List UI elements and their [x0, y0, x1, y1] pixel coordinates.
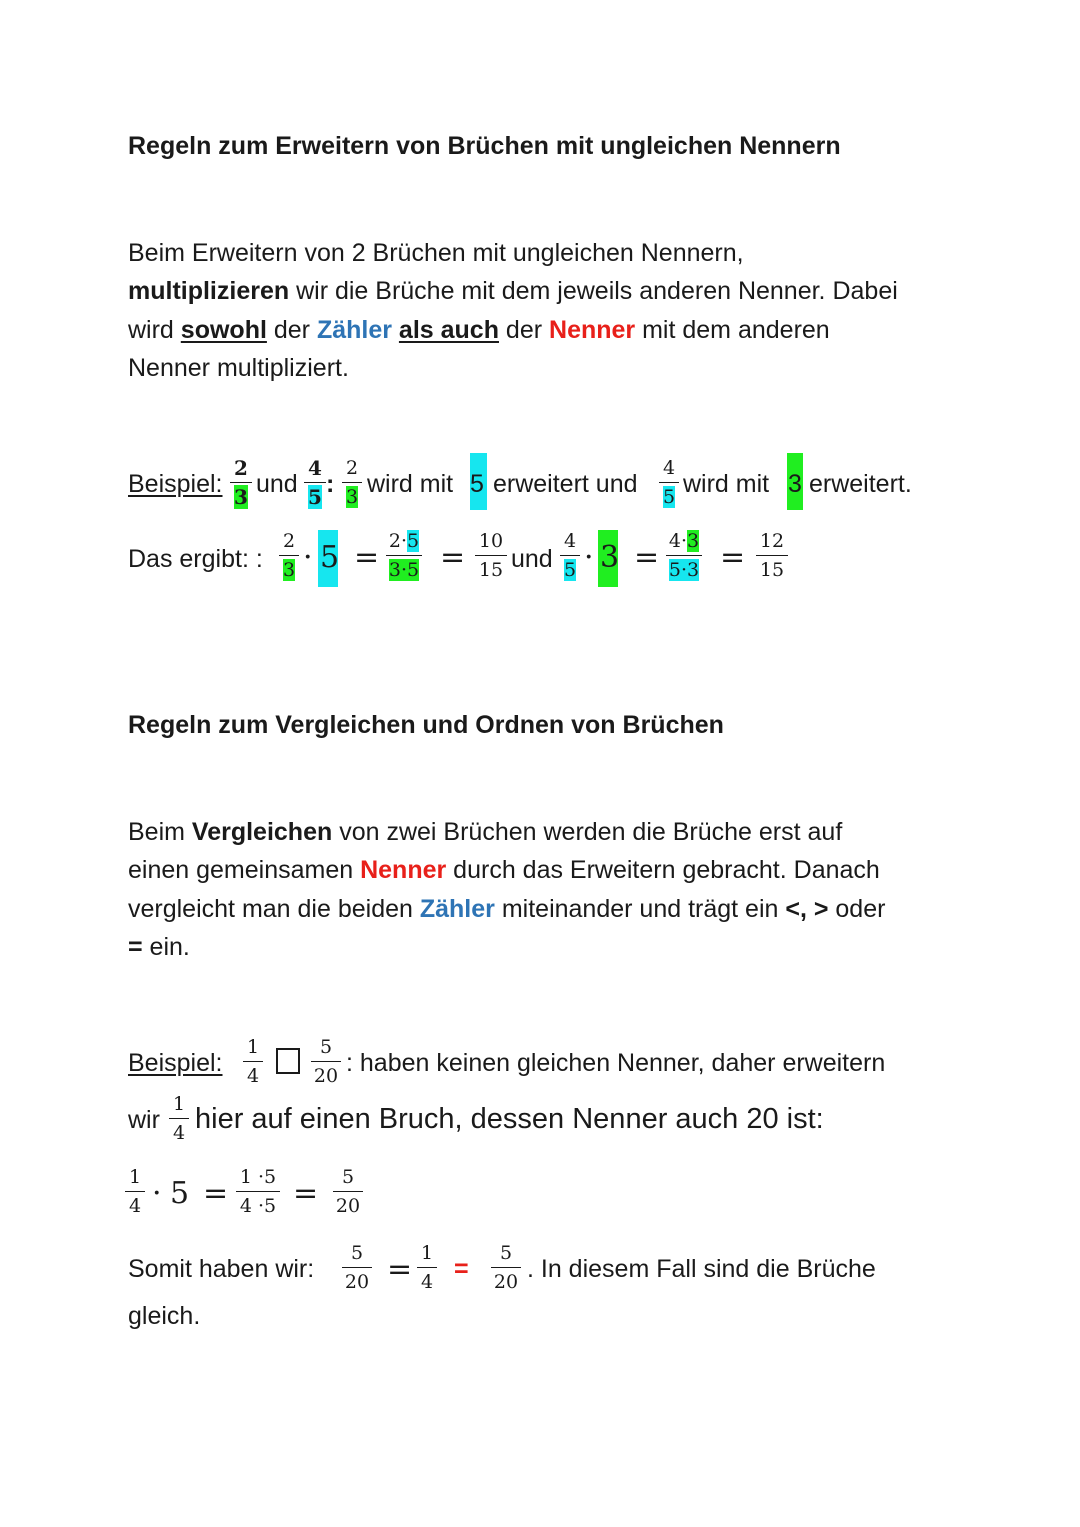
multiply-dot: ·: [152, 1176, 162, 1211]
text: ein.: [142, 933, 190, 961]
factor-5: 5: [170, 1176, 190, 1211]
text: durch das Erweitern gebracht. Danach: [446, 856, 880, 884]
fraction-4-5: [304, 457, 326, 508]
paragraph-line: Nenner multipliziert.: [128, 354, 349, 382]
text: wir die Brüche mit dem jeweils anderen Nenner. Dabei: [289, 277, 898, 305]
fraction-bar: [230, 482, 252, 483]
text: Somit haben wir:: [128, 1255, 315, 1283]
fraction-bar: [666, 555, 702, 556]
numerator: 2: [234, 456, 248, 480]
fraction-bar: [560, 555, 580, 556]
fraction-5-20: [342, 1242, 372, 1293]
numerator: 12: [759, 530, 785, 552]
fraction-bar: [491, 1267, 521, 1268]
numerator-part: 4·: [668, 530, 688, 552]
fraction-4-5: [560, 530, 580, 581]
text: Beim: [128, 818, 192, 846]
equals: =: [354, 540, 380, 575]
underlined-term: als auch: [398, 316, 499, 344]
numerator-part: 5: [407, 530, 420, 552]
und-text: und: [511, 545, 553, 573]
text: [392, 316, 399, 344]
text: wir: [128, 1106, 160, 1134]
factor-5: 5: [320, 540, 340, 575]
nenner-term: Nenner: [360, 856, 447, 884]
denominator: 20: [335, 1195, 361, 1217]
fraction-1-4: [125, 1166, 145, 1217]
text: mit dem anderen: [635, 316, 830, 344]
numerator: 10: [478, 530, 504, 552]
text: : haben keinen gleichen Nenner, daher erweitern: [346, 1049, 886, 1077]
numerator-part: 2·: [388, 530, 408, 552]
fraction-product: [386, 530, 422, 581]
fraction-2-3: [279, 530, 299, 581]
numerator: 1: [128, 1166, 142, 1188]
numerator: 2: [345, 457, 359, 479]
fraction-5-20: [311, 1036, 341, 1087]
denominator: 3: [282, 559, 296, 581]
equals: =: [293, 1176, 319, 1211]
denominator-part: 5: [668, 559, 681, 581]
denominator: 20: [313, 1065, 339, 1087]
paragraph-line: Beim Erweitern von 2 Brüchen mit ungleichen Nennern,: [128, 239, 744, 267]
fraction-bar: [169, 1118, 189, 1119]
denominator: 4: [128, 1195, 142, 1217]
fraction-bar: [417, 1267, 437, 1268]
fraction-1-4: [169, 1093, 189, 1144]
paragraph-line: [128, 272, 898, 311]
comparison-symbols: <, >: [785, 895, 829, 923]
denominator: 20: [344, 1271, 370, 1293]
colon: :: [326, 470, 335, 498]
fraction-bar: [333, 1191, 363, 1192]
fraction-1-4: [417, 1242, 437, 1293]
equals-symbol: =: [128, 933, 143, 961]
denominator: 4: [420, 1271, 434, 1293]
fraction-bar: [659, 482, 679, 483]
paragraph-line: [128, 311, 830, 350]
section-heading-erweitern: Regeln zum Erweitern von Brüchen mit ungleichen Nennern: [128, 132, 841, 160]
denominator: 4 ·5: [239, 1195, 277, 1217]
text: hier auf einen Bruch, dessen Nenner auch 20 ist:: [195, 1103, 824, 1135]
text: wird: [128, 316, 181, 344]
text: der: [266, 316, 317, 344]
fraction-bar: [475, 555, 507, 556]
und-text: und: [256, 470, 298, 498]
denominator: 3: [234, 485, 248, 509]
fraction-bar: [342, 1267, 372, 1268]
fraction-10-15: [475, 530, 507, 581]
fraction-1-4: [243, 1036, 263, 1087]
text: der: [498, 316, 550, 344]
fraction-bar: [279, 555, 299, 556]
denominator: 5: [308, 485, 322, 509]
denominator-part: ·5: [400, 559, 420, 581]
bold-term: Vergleichen: [191, 818, 333, 846]
denominator: 5: [563, 559, 577, 581]
ergibt-label: Das ergibt: :: [128, 545, 263, 573]
nenner-term: Nenner: [549, 316, 636, 344]
fraction-bar: [311, 1061, 341, 1062]
red-equals: =: [454, 1255, 469, 1283]
fraction-2-3: [230, 457, 252, 508]
text: von zwei Brüchen werden die Brüche erst auf: [332, 818, 843, 846]
fraction-bar: [243, 1061, 263, 1062]
multiply-dot: ·: [303, 540, 313, 575]
paragraph-line: [128, 928, 190, 967]
text: gleich.: [128, 1302, 201, 1330]
comparison-empty-box: [276, 1048, 300, 1074]
multiply-dot: ·: [584, 540, 594, 575]
fraction-5-20: [333, 1166, 363, 1217]
equals: =: [387, 1252, 413, 1287]
zaehler-term: Zähler: [316, 316, 392, 344]
equals: =: [440, 540, 466, 575]
numerator: 1: [172, 1093, 186, 1115]
numerator: 5: [499, 1242, 513, 1264]
example-label: Beispiel:: [128, 1049, 223, 1077]
underlined-term: sowohl: [180, 316, 267, 344]
paragraph-line: [128, 813, 842, 852]
factor-3: 3: [788, 470, 802, 498]
denominator-part: ·3: [680, 559, 700, 581]
fraction-bar: [386, 555, 422, 556]
equals: =: [720, 540, 746, 575]
fraction-4-5: [659, 457, 679, 508]
numerator: 5: [319, 1036, 333, 1058]
numerator: 4: [662, 457, 676, 479]
numerator: 1: [246, 1036, 260, 1058]
denominator: 4: [172, 1122, 186, 1144]
zaehler-term: Zähler: [419, 895, 495, 923]
numerator: 5: [350, 1242, 364, 1264]
factor-5: 5: [470, 470, 484, 498]
fraction-12-15: [756, 530, 788, 581]
text: vergleicht man die beiden: [128, 895, 420, 923]
denominator: 20: [493, 1271, 519, 1293]
factor-3: 3: [600, 540, 620, 575]
fraction-product: [666, 530, 702, 581]
numerator: 1: [420, 1242, 434, 1264]
fraction-5-20: [491, 1242, 521, 1293]
numerator-part: 3: [687, 530, 700, 552]
paragraph-line: [128, 890, 885, 929]
denominator: 3: [345, 486, 359, 508]
text: einen gemeinsamen: [128, 856, 361, 884]
denominator: 5: [662, 486, 676, 508]
denominator: 15: [478, 559, 504, 581]
fraction-bar: [125, 1191, 145, 1192]
text: miteinander und trägt ein: [494, 895, 786, 923]
fraction-bar: [236, 1191, 280, 1192]
text: . In diesem Fall sind die Brüche: [527, 1255, 876, 1283]
text: wird mit: [367, 470, 454, 498]
text: erweitert und: [493, 470, 638, 498]
text: oder: [828, 895, 886, 923]
denominator-part: 3: [388, 559, 401, 581]
numerator: 4: [308, 456, 322, 480]
denominator: 15: [759, 559, 785, 581]
fraction-bar: [304, 482, 326, 483]
denominator: 4: [246, 1065, 260, 1087]
fraction-bar: [342, 482, 362, 483]
bold-term: multiplizieren: [128, 277, 290, 305]
section-heading-vergleichen: Regeln zum Vergleichen und Ordnen von Brüchen: [128, 711, 724, 739]
fraction-product: [236, 1166, 280, 1217]
numerator: 5: [341, 1166, 355, 1188]
text: erweitert.: [809, 470, 912, 498]
example-label: Beispiel:: [128, 470, 223, 498]
equals: =: [203, 1176, 229, 1211]
text: wird mit: [683, 470, 770, 498]
numerator: 4: [563, 530, 577, 552]
numerator: 2: [282, 530, 296, 552]
numerator: 1 ·5: [239, 1166, 277, 1188]
equals: =: [634, 540, 660, 575]
fraction-2-3: [342, 457, 362, 508]
paragraph-line: [128, 851, 880, 890]
fraction-bar: [756, 555, 788, 556]
